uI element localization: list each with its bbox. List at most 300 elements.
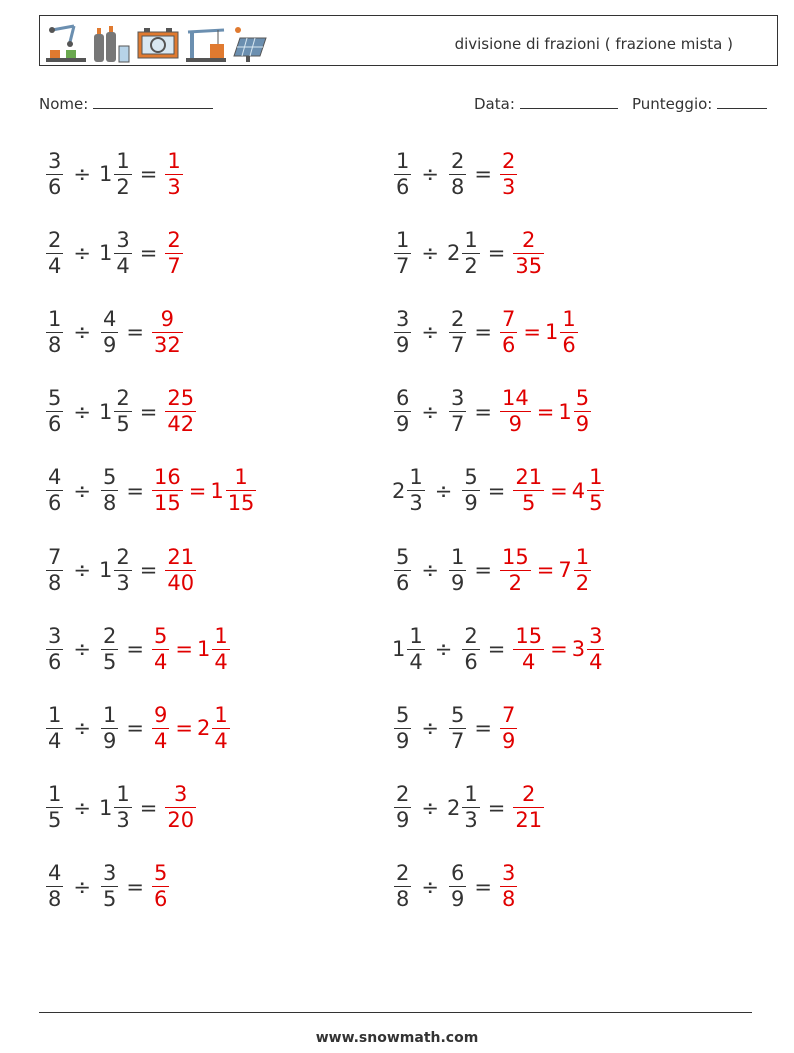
numerator: 2 <box>48 227 62 252</box>
denominator: 3 <box>501 174 516 199</box>
answer-fraction <box>150 624 171 675</box>
whole-part: 3 <box>571 637 586 662</box>
denominator: 6 <box>48 491 62 516</box>
numerator: 1 <box>167 148 181 173</box>
fraction <box>212 703 229 754</box>
denominator: 8 <box>48 332 62 357</box>
answer-fraction <box>163 149 184 200</box>
answer-fraction <box>498 703 519 754</box>
fraction <box>101 703 118 754</box>
denominator: 5 <box>589 491 603 516</box>
numerator: 1 <box>214 623 228 648</box>
numerator: 4 <box>102 306 117 331</box>
numerator: 1 <box>234 465 248 490</box>
numerator: 1 <box>102 702 117 727</box>
fraction <box>152 861 169 912</box>
numerator: 7 <box>501 702 516 727</box>
numerator: 25 <box>167 386 195 411</box>
equals-sign: = <box>139 162 158 186</box>
score-label: Punteggio: <box>632 95 713 113</box>
divide-sign: ÷ <box>421 795 439 820</box>
denominator: 5 <box>102 887 117 912</box>
fraction <box>500 307 517 358</box>
fraction <box>226 465 257 516</box>
divide-sign: ÷ <box>434 478 453 503</box>
fraction <box>394 386 411 437</box>
answer-fraction <box>498 307 519 358</box>
whole-part: 2 <box>446 241 461 266</box>
denominator: 8 <box>501 887 516 912</box>
numerator: 1 <box>589 465 603 490</box>
numerator: 4 <box>48 465 62 490</box>
mixed-number <box>392 703 413 754</box>
fraction <box>212 624 229 675</box>
mixed-number <box>99 545 134 596</box>
problem-4 <box>392 223 546 283</box>
mixed-number <box>447 228 482 279</box>
numerator: 1 <box>116 148 130 173</box>
mixed-number <box>392 782 413 833</box>
fraction <box>46 545 63 596</box>
mixed-number <box>44 545 65 596</box>
date-field <box>474 94 618 113</box>
numerator: 3 <box>501 861 516 886</box>
fraction <box>394 861 411 912</box>
numerator: 21 <box>167 544 195 569</box>
equals-sign: = <box>139 558 158 582</box>
numerator: 3 <box>48 623 62 648</box>
fraction <box>394 307 411 358</box>
mixed-number <box>447 307 468 358</box>
whole-part: 1 <box>98 795 113 820</box>
answer-fraction <box>197 624 232 675</box>
denominator: 9 <box>450 570 465 595</box>
mixed-number <box>447 386 468 437</box>
denominator: 2 <box>508 570 523 595</box>
equals-sign: = <box>487 795 506 820</box>
fraction <box>449 307 466 358</box>
fraction <box>114 228 131 279</box>
mixed-number <box>99 465 120 516</box>
whole-part: 1 <box>196 637 211 662</box>
numerator: 15 <box>515 623 543 648</box>
fraction <box>500 545 531 596</box>
fraction <box>560 307 577 358</box>
divide-sign: ÷ <box>73 716 91 741</box>
numerator: 9 <box>153 702 168 727</box>
divide-sign: ÷ <box>73 637 91 662</box>
numerator: 1 <box>396 227 410 252</box>
mixed-number <box>99 782 134 833</box>
denominator: 2 <box>116 174 130 199</box>
denominator: 6 <box>396 174 410 199</box>
header-icons <box>44 20 268 64</box>
answer-fraction <box>558 545 593 596</box>
denominator: 6 <box>396 570 410 595</box>
answer-fraction <box>511 465 546 516</box>
denominator: 9 <box>501 728 516 753</box>
whole-part: 1 <box>210 478 224 503</box>
equals-sign: = <box>550 478 568 503</box>
equals-sign: = <box>536 399 555 424</box>
denominator: 9 <box>102 332 117 357</box>
mixed-number <box>460 624 481 675</box>
fraction <box>165 545 196 596</box>
numerator: 2 <box>450 148 465 173</box>
date-blank[interactable] <box>520 94 618 109</box>
denominator: 9 <box>396 728 410 753</box>
equals-sign: = <box>487 241 506 266</box>
denominator: 9 <box>102 728 117 753</box>
answer-fraction <box>197 703 232 754</box>
denominator: 8 <box>102 491 117 516</box>
fraction <box>462 465 479 516</box>
numerator: 3 <box>396 306 410 331</box>
numerator: 2 <box>522 782 536 807</box>
problem-12 <box>392 540 593 600</box>
mixed-number <box>44 307 65 358</box>
answer-fraction <box>150 703 171 754</box>
whole-part: 1 <box>98 241 113 266</box>
name-label: Nome: <box>39 95 89 113</box>
whole-part: 1 <box>558 399 572 424</box>
divide-sign: ÷ <box>73 478 91 503</box>
crane-icon <box>184 24 228 64</box>
answer-fraction <box>511 228 546 279</box>
mixed-number <box>99 307 120 358</box>
fraction <box>500 703 517 754</box>
denominator: 32 <box>153 332 181 357</box>
numerator: 1 <box>396 148 410 173</box>
numerator: 1 <box>48 782 62 807</box>
answer-fraction <box>572 465 607 516</box>
answer-fraction <box>498 861 519 912</box>
denominator: 35 <box>515 253 543 278</box>
denominator: 4 <box>153 728 168 753</box>
numerator: 5 <box>48 386 62 411</box>
denominator: 6 <box>562 332 576 357</box>
name-blank[interactable] <box>93 94 213 109</box>
fraction <box>500 149 517 200</box>
divide-sign: ÷ <box>73 874 91 899</box>
fraction <box>101 307 118 358</box>
denominator: 3 <box>116 808 130 833</box>
denominator: 4 <box>589 649 603 674</box>
fraction <box>46 228 63 279</box>
problem-19 <box>44 857 171 917</box>
problem-13 <box>44 619 232 679</box>
divide-sign: ÷ <box>434 637 453 662</box>
problem-3 <box>44 223 185 283</box>
mixed-number <box>99 703 120 754</box>
denominator: 6 <box>48 174 62 199</box>
problem-7 <box>44 382 198 442</box>
equals-sign: = <box>487 478 506 503</box>
whole-part: 4 <box>571 478 586 503</box>
mixed-number <box>447 149 468 200</box>
equals-sign: = <box>175 716 193 741</box>
divide-sign: ÷ <box>73 795 91 820</box>
denominator: 8 <box>450 174 465 199</box>
equals-sign: = <box>550 637 568 662</box>
whole-part: 2 <box>196 716 211 741</box>
problem-10 <box>392 461 606 521</box>
mixed-number <box>392 545 413 596</box>
numerator: 5 <box>153 861 168 886</box>
whole-part: 2 <box>392 478 406 503</box>
denominator: 8 <box>48 887 62 912</box>
gas-cylinders-icon <box>92 24 132 64</box>
denominator: 4 <box>48 253 62 278</box>
fraction <box>513 228 544 279</box>
numerator: 7 <box>48 544 62 569</box>
numerator: 3 <box>116 227 130 252</box>
equals-sign: = <box>126 478 144 503</box>
denominator: 6 <box>48 412 62 437</box>
numerator: 2 <box>116 386 130 411</box>
numerator: 9 <box>160 306 175 331</box>
footer-url: www.snowmath.com <box>315 1030 479 1046</box>
fraction <box>407 624 424 675</box>
numerator: 6 <box>396 386 410 411</box>
divide-sign: ÷ <box>421 162 439 186</box>
numerator: 1 <box>48 306 62 331</box>
denominator: 5 <box>116 412 130 437</box>
name-field <box>39 94 213 113</box>
divide-sign: ÷ <box>421 558 439 582</box>
numerator: 3 <box>450 386 465 411</box>
answer-fraction <box>163 782 198 833</box>
fraction <box>165 782 196 833</box>
mixed-number <box>447 861 468 912</box>
numerator: 21 <box>515 465 543 490</box>
denominator: 3 <box>409 491 423 516</box>
answer-fraction <box>572 624 607 675</box>
numerator: 1 <box>214 702 228 727</box>
fraction <box>101 624 118 675</box>
mixed-number <box>44 386 65 437</box>
fraction <box>449 149 466 200</box>
whole-part: 7 <box>558 558 572 582</box>
numerator: 6 <box>450 861 465 886</box>
fraction <box>394 703 411 754</box>
denominator: 9 <box>450 887 465 912</box>
denominator: 7 <box>450 332 465 357</box>
fraction <box>152 624 169 675</box>
fraction <box>114 386 131 437</box>
solar-panel-icon <box>232 24 268 64</box>
fraction <box>513 782 544 833</box>
denominator: 4 <box>214 649 228 674</box>
fraction <box>449 545 466 596</box>
answer-fraction <box>150 307 185 358</box>
answer-fraction <box>511 624 546 675</box>
fraction <box>114 545 131 596</box>
fraction <box>394 228 411 279</box>
numerator: 2 <box>102 623 117 648</box>
equals-sign: = <box>139 241 158 266</box>
mixed-number <box>392 386 413 437</box>
numerator: 3 <box>174 782 188 807</box>
whole-part: 1 <box>98 399 113 424</box>
numerator: 1 <box>464 782 478 807</box>
mixed-number <box>44 228 65 279</box>
whole-part: 1 <box>544 320 559 345</box>
equals-sign: = <box>474 320 492 345</box>
answer-fraction <box>163 386 198 437</box>
fraction <box>449 703 466 754</box>
answer-fraction <box>210 465 258 516</box>
denominator: 4 <box>214 728 228 753</box>
fraction <box>46 703 63 754</box>
divide-sign: ÷ <box>73 162 91 186</box>
denominator: 9 <box>508 412 523 437</box>
equals-sign: = <box>188 478 207 503</box>
mixed-number <box>392 307 413 358</box>
denominator: 7 <box>167 253 181 278</box>
denominator: 5 <box>522 491 536 516</box>
numerator: 5 <box>102 465 117 490</box>
denominator: 4 <box>153 649 168 674</box>
equals-sign: = <box>474 162 492 186</box>
numerator: 5 <box>464 465 478 490</box>
mixed-number <box>99 228 134 279</box>
fraction <box>500 861 517 912</box>
problem-14 <box>392 619 606 679</box>
whole-part: 1 <box>392 637 406 662</box>
divide-sign: ÷ <box>421 716 439 741</box>
mixed-number <box>44 465 65 516</box>
numerator: 1 <box>562 306 576 331</box>
fraction <box>152 465 183 516</box>
answer-fraction <box>150 861 171 912</box>
fraction <box>574 545 591 596</box>
denominator: 3 <box>167 174 181 199</box>
fraction <box>449 386 466 437</box>
footer-divider <box>39 1012 752 1013</box>
mixed-number <box>460 465 481 516</box>
equals-sign: = <box>126 320 144 345</box>
score-blank[interactable] <box>717 94 767 109</box>
denominator: 5 <box>48 808 62 833</box>
denominator: 9 <box>464 491 478 516</box>
equals-sign: = <box>523 320 541 345</box>
problem-8 <box>392 382 593 442</box>
fraction <box>165 228 182 279</box>
numerator: 2 <box>116 544 130 569</box>
numerator: 14 <box>501 386 529 411</box>
problem-5 <box>44 302 185 362</box>
denominator: 9 <box>575 412 590 437</box>
fraction <box>165 386 196 437</box>
numerator: 1 <box>450 544 465 569</box>
fraction <box>46 861 63 912</box>
denominator: 7 <box>396 253 410 278</box>
divide-sign: ÷ <box>73 241 91 266</box>
answer-fraction <box>163 545 198 596</box>
denominator: 15 <box>153 491 181 516</box>
denominator: 4 <box>116 253 130 278</box>
denominator: 20 <box>167 808 195 833</box>
answer-fraction <box>545 307 580 358</box>
denominator: 2 <box>575 570 590 595</box>
equals-sign: = <box>474 558 492 582</box>
numerator: 4 <box>48 861 62 886</box>
fraction <box>46 624 63 675</box>
denominator: 21 <box>515 808 543 833</box>
whole-part: 2 <box>446 795 461 820</box>
numerator: 16 <box>153 465 181 490</box>
problem-1 <box>44 144 185 204</box>
numerator: 2 <box>396 861 410 886</box>
divide-sign: ÷ <box>421 874 439 899</box>
mixed-number <box>44 624 65 675</box>
fraction <box>114 149 131 200</box>
numerator: 5 <box>396 544 410 569</box>
numerator: 3 <box>102 861 117 886</box>
denominator: 6 <box>464 649 478 674</box>
denominator: 5 <box>102 649 117 674</box>
fraction <box>394 782 411 833</box>
denominator: 40 <box>167 570 195 595</box>
denominator: 9 <box>396 808 410 833</box>
score-field <box>632 94 767 113</box>
denominator: 6 <box>153 887 168 912</box>
fraction <box>574 386 591 437</box>
denominator: 7 <box>450 728 465 753</box>
mixed-number <box>99 624 120 675</box>
robot-arm-icon <box>44 24 88 64</box>
mixed-number <box>44 782 65 833</box>
denominator: 15 <box>227 491 255 516</box>
answer-fraction <box>498 149 519 200</box>
fraction <box>394 149 411 200</box>
denominator: 6 <box>48 649 62 674</box>
numerator: 2 <box>450 306 465 331</box>
denominator: 3 <box>116 570 130 595</box>
numerator: 15 <box>501 544 529 569</box>
fraction <box>449 861 466 912</box>
fraction <box>114 782 131 833</box>
mixed-number <box>392 465 427 516</box>
divide-sign: ÷ <box>73 399 91 424</box>
denominator: 2 <box>464 253 478 278</box>
answer-fraction <box>511 782 546 833</box>
fraction <box>500 386 531 437</box>
answer-fraction <box>150 465 185 516</box>
mixed-number <box>44 703 65 754</box>
whole-part: 1 <box>98 558 113 582</box>
divide-sign: ÷ <box>73 320 91 345</box>
problem-17 <box>44 778 198 838</box>
denominator: 9 <box>396 332 410 357</box>
answer-fraction <box>498 545 533 596</box>
whole-part: 1 <box>98 162 113 186</box>
fraction <box>152 703 169 754</box>
numerator: 7 <box>501 306 516 331</box>
equals-sign: = <box>175 637 193 662</box>
problem-16 <box>392 698 519 758</box>
date-label: Data: <box>474 95 515 113</box>
equals-sign: = <box>139 795 158 820</box>
numerator: 1 <box>116 782 130 807</box>
answer-fraction <box>558 386 593 437</box>
mixed-number <box>44 861 65 912</box>
denominator: 42 <box>167 412 195 437</box>
fraction <box>462 228 479 279</box>
denominator: 7 <box>450 412 465 437</box>
fraction <box>462 624 479 675</box>
